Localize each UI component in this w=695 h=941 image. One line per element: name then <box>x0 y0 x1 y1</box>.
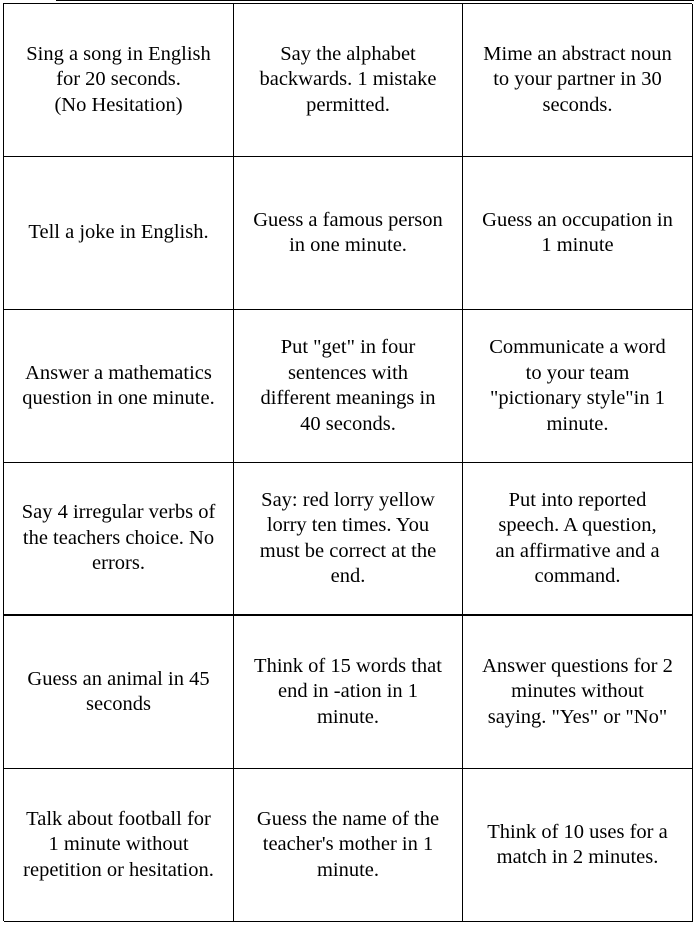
card <box>463 157 693 310</box>
card <box>234 310 463 463</box>
card-text: Mime an abstract noun to your partner in 30 seconds. <box>483 42 672 116</box>
card-text: Talk about football for 1 minute without repetition or hesitation. <box>23 807 214 881</box>
card-text: Think of 10 uses for a match in 2 minutes. <box>487 820 668 868</box>
card-text: Communicate a word to your team "pictionary style"in 1 minute. <box>489 336 666 435</box>
top-rule <box>56 0 694 1</box>
card <box>463 4 693 157</box>
card-text: Guess the name of the teacher's mother in 1 minute. <box>256 807 440 881</box>
card-text: Guess an animal in 45 seconds <box>27 667 210 715</box>
card <box>4 769 234 922</box>
card <box>234 4 463 157</box>
card <box>234 769 463 922</box>
card-text: Guess a famous person in one minute. <box>253 208 443 256</box>
card <box>4 157 234 310</box>
card <box>463 463 693 616</box>
card <box>234 616 463 769</box>
card-grid <box>3 3 692 921</box>
card-text: Tell a joke in English. <box>28 221 209 244</box>
card-text: Guess an occupation in 1 minute <box>482 208 673 256</box>
card-text: Say the alphabet backwards. 1 mistake permitted. <box>259 42 437 116</box>
card <box>234 463 463 616</box>
card <box>4 616 234 769</box>
card-text: Say 4 irregular verbs of the teachers choice. No errors. <box>21 501 216 575</box>
card <box>463 769 693 922</box>
card <box>463 616 693 769</box>
card-text: Answer a mathematics question in one minute. <box>22 361 215 409</box>
card-text: Answer questions for 2 minutes without saying. "Yes" or "No" <box>482 654 673 728</box>
card <box>4 310 234 463</box>
card <box>4 463 234 616</box>
card <box>4 4 234 157</box>
card <box>463 310 693 463</box>
card <box>234 157 463 310</box>
card-text: Put "get" in four sentences with different meanings in 40 seconds. <box>260 336 436 435</box>
card-text: Think of 15 words that end in -ation in 1 minute. <box>254 654 442 728</box>
card-text: Say: red lorry yellow lorry ten times. You must be correct at the end. <box>259 488 437 587</box>
card-text: Sing a song in English for 20 seconds. (No Hesitation) <box>26 42 211 116</box>
card-text: Put into reported speech. A question, an affirmative and a command. <box>495 488 660 587</box>
